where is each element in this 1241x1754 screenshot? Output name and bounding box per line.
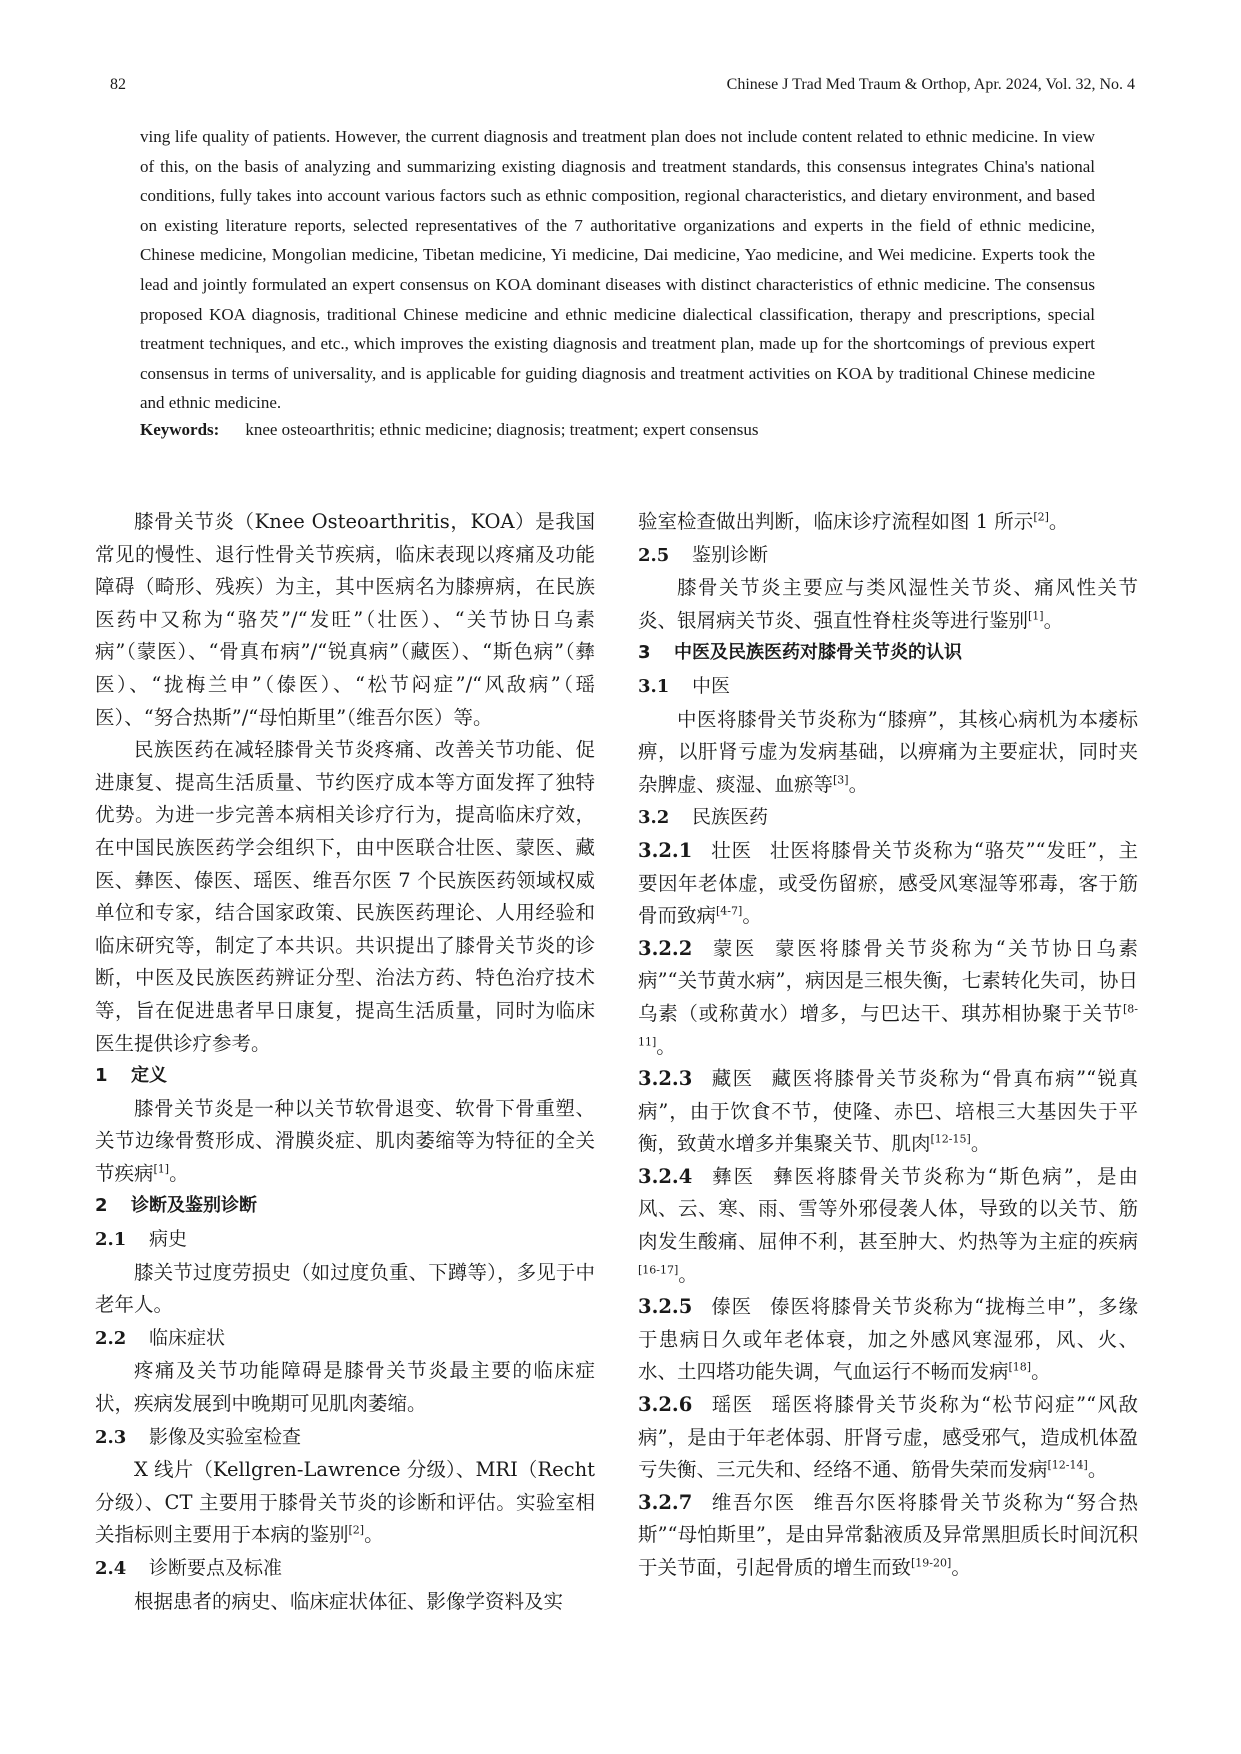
section-2-2-text: 疼痛及关节功能障碍是膝骨关节炎最主要的临床症状，疾病发展到中晚期可见肌肉萎缩。 bbox=[95, 1359, 595, 1416]
section-3-2-heading bbox=[638, 801, 1138, 835]
citation-ref: [3] bbox=[833, 773, 849, 787]
citation-ref: [19-20] bbox=[911, 1556, 952, 1570]
section-3-2-6 bbox=[638, 1389, 1138, 1487]
right-column bbox=[638, 506, 1138, 1585]
citation-ref: [1] bbox=[1028, 609, 1044, 623]
section-number: 3.2.3 bbox=[638, 1067, 693, 1091]
section-2-3-text bbox=[95, 1454, 595, 1552]
section-number: 3.2 bbox=[638, 807, 670, 829]
intro-paragraph-1: 膝骨关节炎（Knee Osteoarthritis，KOA）是我国常见的慢性、退行性骨关节疾病，临床表现以疼痛及功能障碍（畸形、残疾）为主，其中医病名为膝痹病，在民族医药中又称为“骆芡”/“发旺”（壮医）、“关节协日乌素病”（蒙医）、“骨真布病”/“锐真病”（藏医）、“斯色病”（彝医）、“拢梅兰申”（傣医）、“松节闷症”/“风敌病”（瑶医）、“努合热斯”/“母怕斯里”（维吾尔医）等。 bbox=[95, 510, 595, 729]
section-number: 2.2 bbox=[95, 1327, 127, 1349]
section-number: 3 bbox=[638, 642, 651, 664]
section-title: 诊断要点及标准 bbox=[149, 1557, 283, 1579]
section-2-1-text: 膝关节过度劳损史（如过度负重、下蹲等），多见于中老年人。 bbox=[95, 1260, 595, 1317]
section-number: 3.1 bbox=[638, 675, 670, 697]
section-3-heading bbox=[638, 637, 1138, 670]
citation-ref: [12-15] bbox=[930, 1132, 971, 1146]
period: 。 bbox=[1043, 608, 1064, 632]
section-3-1-heading bbox=[638, 670, 1138, 704]
period: 。 bbox=[742, 904, 762, 928]
section-title: 藏医 bbox=[710, 1067, 754, 1091]
period: 。 bbox=[678, 1262, 698, 1286]
paragraph-text: 膝骨关节炎是一种以关节软骨退变、软骨下骨重塑、关节边缘骨赘形成、滑膜炎症、肌肉萎缩等为特征的全关节疾病 bbox=[95, 1096, 595, 1185]
paragraph-text: 壮医将膝骨关节炎称为“骆芡”“发旺”，主要因年老体虚，或受伤留瘀，感受风寒湿等邪毒，客于筋骨而致病 bbox=[638, 838, 1138, 928]
section-2-3-heading bbox=[95, 1421, 595, 1455]
section-number: 2.5 bbox=[638, 544, 670, 566]
paragraph-text: 瑶医将膝骨关节炎称为“松节闷症”“风敌病”，是由于年老体弱、肝肾亏虚，感受邪气，造成机体盈亏失衡、三元失和、经络不通、筋骨失荣而发病 bbox=[638, 1393, 1138, 1482]
section-2-heading bbox=[95, 1190, 595, 1223]
section-2-4-heading bbox=[95, 1552, 595, 1586]
citation-ref: [12-14] bbox=[1047, 1458, 1088, 1472]
section-number: 3.2.2 bbox=[638, 936, 693, 960]
section-number: 3.2.6 bbox=[638, 1393, 693, 1417]
section-1-heading bbox=[95, 1060, 595, 1093]
citation-ref: [4-7] bbox=[716, 904, 743, 918]
period: 。 bbox=[970, 1132, 991, 1156]
section-number: 3.2.4 bbox=[638, 1164, 693, 1188]
section-3-1-text bbox=[638, 704, 1138, 802]
section-title: 壮医 bbox=[710, 838, 752, 862]
section-3-2-5 bbox=[638, 1291, 1138, 1389]
running-header bbox=[110, 76, 1135, 100]
section-title: 彝医 bbox=[710, 1164, 756, 1188]
section-title: 临床症状 bbox=[149, 1326, 226, 1349]
section-2-1-heading bbox=[95, 1223, 595, 1257]
section-number: 1 bbox=[95, 1065, 108, 1087]
section-title: 傣医 bbox=[710, 1295, 753, 1319]
section-number: 2.4 bbox=[95, 1558, 127, 1579]
section-3-2-7 bbox=[638, 1487, 1138, 1585]
section-2-5-heading bbox=[638, 539, 1138, 573]
paragraph-text: 藏医将膝骨关节炎称为“骨真布病”“锐真病”，由于饮食不节，使隆、赤巴、培根三大基因失于平衡，致黄水增多并集聚关节、肌肉 bbox=[638, 1067, 1138, 1156]
section-title: 瑶医 bbox=[710, 1393, 754, 1417]
section-title: 中医及民族医药对膝骨关节炎的认识 bbox=[674, 642, 962, 664]
section-title: 维吾尔医 bbox=[710, 1490, 796, 1514]
section-number: 2 bbox=[95, 1195, 108, 1217]
left-column bbox=[95, 506, 595, 1618]
section-title: 诊断及鉴别诊断 bbox=[131, 1195, 257, 1217]
section-number: 3.2.1 bbox=[638, 838, 693, 862]
section-2-4-text: 根据患者的病史、临床症状体征、影像学资料及实 bbox=[134, 1589, 564, 1613]
period: 。 bbox=[1048, 510, 1069, 533]
page-number: 82 bbox=[110, 76, 126, 93]
section-2-4-continued bbox=[638, 506, 1138, 539]
keywords-line bbox=[140, 420, 1095, 440]
period: 。 bbox=[1031, 1360, 1051, 1384]
section-title: 影像及实验室检查 bbox=[149, 1425, 302, 1448]
section-1-text bbox=[95, 1093, 595, 1191]
citation-ref: [2] bbox=[1033, 510, 1049, 524]
citation-ref: [1] bbox=[153, 1162, 170, 1176]
section-number: 2.3 bbox=[95, 1426, 127, 1448]
paragraph-text: 傣医将膝骨关节炎称为“拢梅兰申”，多缘于患病日久或年老体衰，加之外感风寒湿邪，风、火、水、土四塔功能失调，气血运行不畅而发病 bbox=[638, 1295, 1138, 1384]
section-2-2-heading bbox=[95, 1322, 595, 1356]
paragraph-text: 维吾尔医将膝骨关节炎称为“努合热斯”“母怕斯里”，是由异常黏液质及异常黑胆质长时间沉积于关节面，引起骨质的增生而致 bbox=[638, 1490, 1138, 1579]
section-3-2-2 bbox=[638, 933, 1138, 1063]
journal-citation: Chinese J Trad Med Traum & Orthop, Apr. 2024, Vol. 32, No. 4 bbox=[726, 76, 1135, 93]
english-abstract bbox=[140, 122, 1095, 418]
paragraph-text: 蒙医将膝骨关节炎称为“关节协日乌素病”“关节黄水病”，病因是三根失衡，七素转化失司，协日乌素（或称黄水）增多，与巴达干、琪苏相协聚于关节 bbox=[638, 936, 1138, 1025]
paragraph-text: 验室检查做出判断，临床诊疗流程如图 1 所示 bbox=[638, 510, 1034, 533]
period: 。 bbox=[656, 1034, 676, 1058]
section-title: 民族医药 bbox=[692, 806, 769, 829]
citation-ref: [8-11] bbox=[638, 1002, 1138, 1048]
citation-ref: [16-17] bbox=[638, 1263, 679, 1277]
period: 。 bbox=[951, 1556, 971, 1579]
keywords-text: knee osteoarthritis; ethnic medicine; diagnosis; treatment; expert consensus bbox=[245, 420, 759, 439]
period: 。 bbox=[364, 1523, 384, 1547]
paragraph-text: 膝骨关节炎主要应与类风湿性关节炎、痛风性关节炎、银屑病关节炎、强直性脊柱炎等进行鉴别 bbox=[638, 576, 1138, 632]
abstract-text: ving life quality of patients. However, the current diagnosis and treatment plan does not include content related to ethnic medicine. In view of this, on the basis of analyzing and summarizing existing diagnosis and treatment standards, this consensus integrates China's national conditions, fully takes into account various factors such as ethnic composition, regional characteristics, and dietary environment, and based on existing literature reports, selected representatives of the 7 authoritative organizations and experts in the field of ethnic medicine, Chinese medicine, Mongolian medicine, Tibetan medicine, Yi medicine, Dai medicine, Yao medicine, and Wei medicine. Experts took the lead and jointly formulated an expert consensus on KOA dominant diseases with distinct characteristics of ethnic medicine. The consensus proposed KOA diagnosis, traditional Chinese medicine and ethnic medicine dialectical classification, therapy and prescriptions, special treatment techniques, and etc., which improves the existing diagnosis and treatment plan, made up for the shortcomings of previous expert consensus in terms of universality, and is applicable for guiding diagnosis and treatment activities on KOA by traditional Chinese medicine and ethnic medicine. bbox=[140, 127, 1095, 413]
section-title: 定义 bbox=[131, 1065, 167, 1087]
paragraph-text: 彝医将膝骨关节炎称为“斯色病”，是由风、云、寒、雨、雪等外邪侵袭人体，导致的以关节、筋肉发生酸痛、屈伸不利，甚至肿大、灼热等为主症的疾病 bbox=[638, 1164, 1138, 1254]
section-title: 蒙医 bbox=[710, 936, 757, 960]
keywords-label: Keywords: bbox=[140, 420, 220, 439]
period: 。 bbox=[1087, 1458, 1108, 1482]
period: 。 bbox=[848, 772, 869, 796]
section-2-5-text bbox=[638, 572, 1138, 637]
section-title: 中医 bbox=[692, 674, 731, 697]
intro-paragraph-2: 民族医药在减轻膝骨关节炎疼痛、改善关节功能、促进康复、提高生活质量、节约医疗成本等方面发挥了独特优势。为进一步完善本病相关诊疗行为，提高临床疗效，在中国民族医药学会组织下，由中医联合壮医、蒙医、藏医、彝医、傣医、瑶医、维吾尔医 7 个民族医药领域权威单位和专家，结合国家政策、民族医药理论、人用经验和临床研究等，制定了本共识。共识提出了膝骨关节炎的诊断，中医及民族医药辨证分型、治法方药、特色治疗技术等，旨在促进患者早日康复，提高生活质量，同时为临床医生提供诊疗参考。 bbox=[95, 738, 595, 1055]
citation-ref: [18] bbox=[1008, 1360, 1032, 1374]
section-title: 鉴别诊断 bbox=[692, 543, 769, 566]
section-title: 病史 bbox=[149, 1228, 188, 1251]
section-3-2-3 bbox=[638, 1063, 1138, 1161]
paragraph-text: X 线片（Kellgren-Lawrence 分级）、MRI（Recht 分级）、CT 主要用于膝骨关节炎的诊断和评估。实验室相关指标则主要用于本病的鉴别 bbox=[95, 1458, 595, 1547]
section-number: 3.2.7 bbox=[638, 1490, 693, 1514]
paragraph-text: 中医将膝骨关节炎称为“膝痹”，其核心病机为本痿标痹，以肝肾亏虚为发病基础，以痹痛为主要症状，同时夹杂脾虚、痰湿、血瘀等 bbox=[638, 707, 1138, 796]
section-3-2-4 bbox=[638, 1161, 1138, 1291]
section-3-2-1 bbox=[638, 835, 1138, 933]
section-number: 3.2.5 bbox=[638, 1295, 693, 1319]
period: 。 bbox=[169, 1161, 189, 1185]
citation-ref: [2] bbox=[348, 1523, 365, 1537]
section-number: 2.1 bbox=[95, 1229, 127, 1251]
